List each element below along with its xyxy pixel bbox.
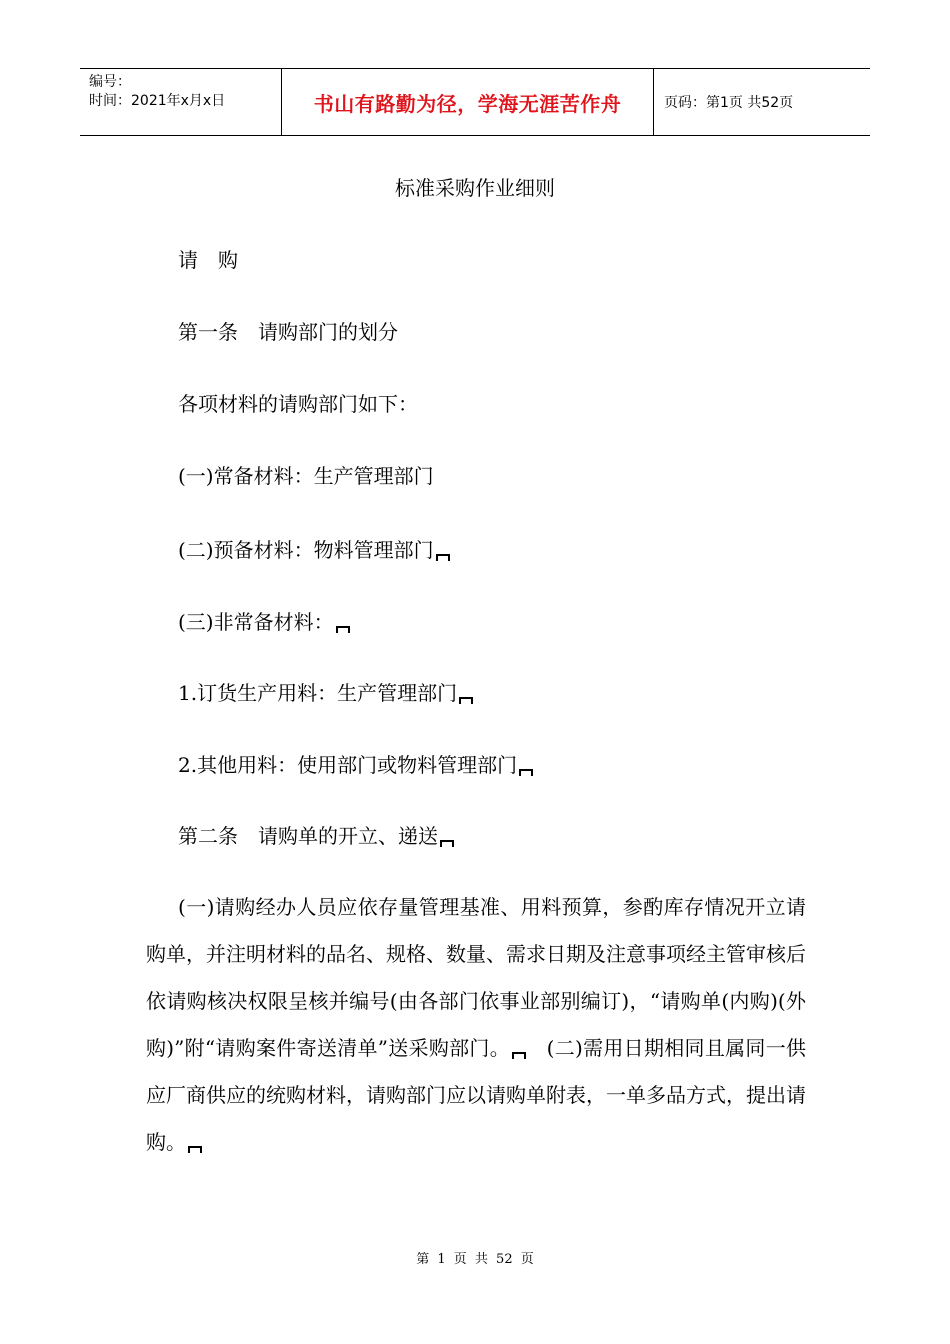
article-2-heading: 第二条 请购单的开立、递送: [178, 824, 438, 848]
body-paragraph: [146, 884, 806, 1166]
paragraph-line: [178, 534, 450, 563]
document-title: 标准采购作业细则: [395, 176, 555, 200]
paragraph-mark-icon: [188, 1146, 202, 1153]
header-motto: 书山有路勤为径，学海无涯苦作舟: [313, 91, 622, 116]
paragraph-mark-icon: [336, 626, 350, 633]
page-header: [80, 68, 870, 136]
paragraph-line: [178, 606, 350, 635]
article-1-heading: 第一条 请购部门的划分: [178, 320, 398, 344]
doc-number-label: 编号：: [89, 74, 131, 90]
paragraph-text: (三)非常备材料：: [178, 610, 334, 634]
header-meta: [80, 69, 282, 135]
header-page-info: 页码：第1页 共52页: [664, 95, 794, 111]
header-motto-cell: [282, 69, 654, 135]
paragraph-text: (二)预备材料：物料管理部门: [178, 538, 434, 562]
paragraph: 各项材料的请购部门如下：: [178, 392, 418, 416]
paragraph-mark-icon: [512, 1052, 526, 1059]
paragraph-line: [178, 677, 473, 706]
body-text-part2: (二)需用日期相同且属同一供应厂商供应的统购材料，请购部门应以请购单附表，一单多品方式，提出请购。: [146, 1036, 807, 1154]
body-text-part1: (一)请购经办人员应依存量管理基准、用料预算，参酌库存情况开立请购单，并注明材料的品名、规格、数量、需求日期及注意事项经主管审核后依请购核决权限呈核并编号(由各部门依事业部别编订)，“请购单(内购)(外购)”附“请购案件寄送清单”送采购部门。: [146, 895, 806, 1060]
paragraph-mark-icon: [459, 697, 473, 704]
section-heading: 请 购: [178, 248, 238, 272]
paragraph: (一)常备材料：生产管理部门: [178, 464, 434, 488]
paragraph-mark-icon: [440, 840, 454, 847]
paragraph-text: 2.其他用料：使用部门或物料管理部门: [178, 753, 518, 777]
paragraph-line: [178, 749, 533, 778]
header-time: 时间：2021年x月x日: [89, 93, 226, 109]
paragraph-text: 1.订货生产用料：生产管理部门: [178, 681, 458, 705]
paragraph-line: [178, 820, 454, 849]
paragraph-mark-icon: [436, 554, 450, 561]
page-footer: 第 1 页 共 52 页: [416, 1252, 534, 1267]
paragraph-mark-icon: [519, 769, 533, 776]
